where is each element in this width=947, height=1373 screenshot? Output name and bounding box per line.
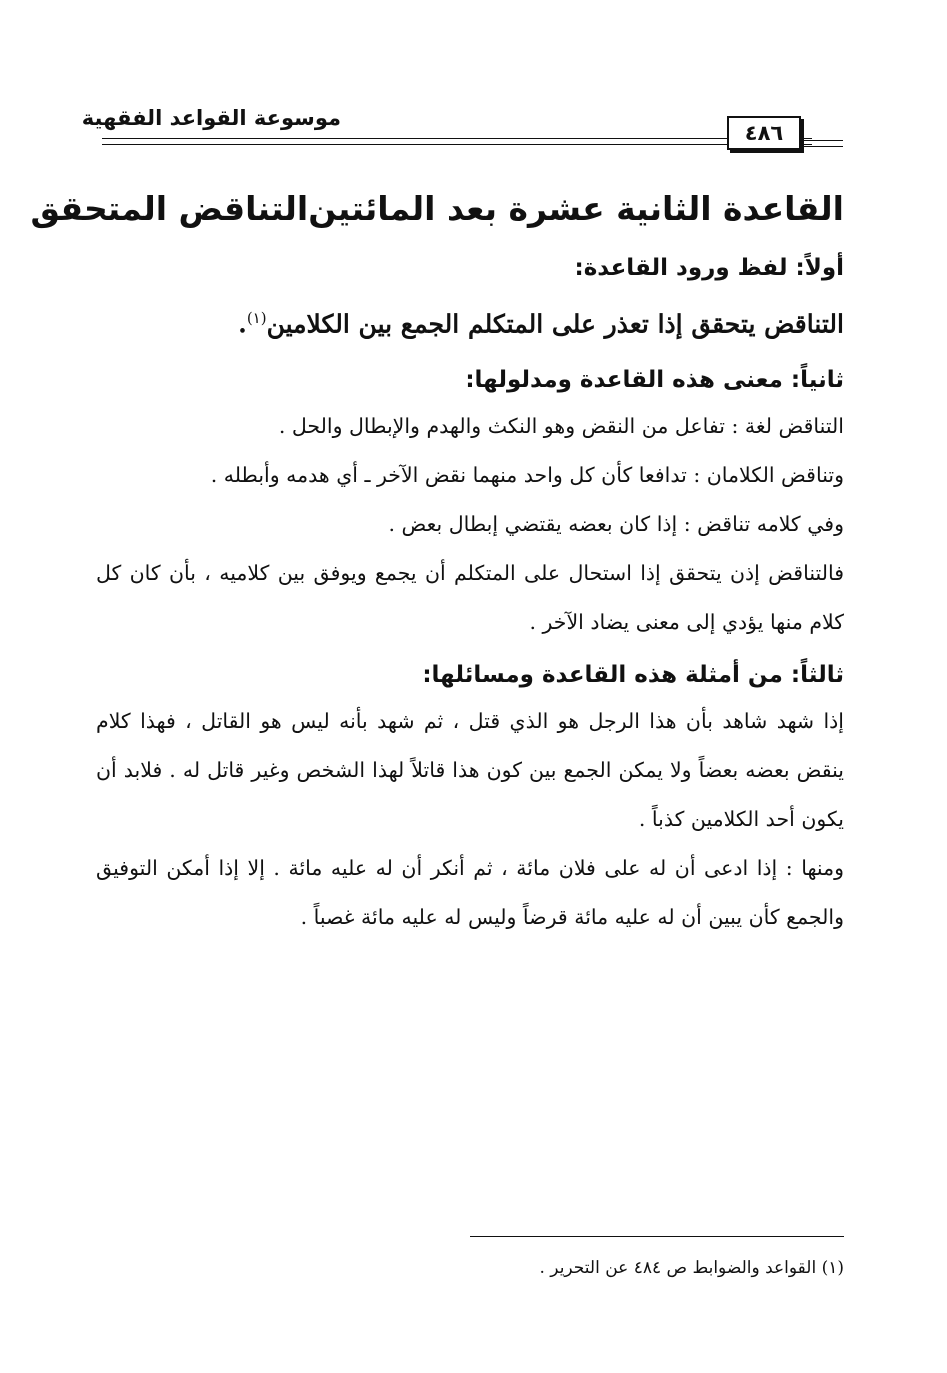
rule-statement	[96, 290, 844, 352]
footnote-marker: (١)	[246, 309, 267, 327]
section-heading-examples: ثالثاً: من أمثلة هذه القاعدة ومسائلها:	[422, 662, 844, 689]
footnote: (١) القواعد والضوابط ص ٤٨٤ عن التحرير .	[539, 1258, 844, 1278]
paragraph: فالتناقض إذن يتحقق إذا استحال على المتكلم أن يجمع ويوفق بين كلاميه ، بأن كان كل كلام منها يؤدي إلى معنى يضاد الآخر .	[96, 561, 844, 635]
page-number: ٤٨٦	[727, 116, 801, 150]
section-heading-wording: أولاً: لفظ ورود القاعدة:	[574, 255, 844, 281]
header-double-rule	[102, 138, 812, 145]
running-title: موسوعة القواعد الفقهية	[81, 106, 341, 130]
paragraph: وتناقض الكلامان : تدافعا كأن كل واحد منهما نقض الآخر ـ أي هدمه وأبطله .	[210, 463, 844, 488]
paragraph: وفي كلامه تناقض : إذا كان بعضه يقتضي إبطال بعض .	[388, 512, 844, 537]
footnote-separator	[470, 1236, 844, 1237]
statement-end: .	[238, 309, 247, 339]
rule-number: القاعدة الثانية عشرة بعد المائتين	[308, 189, 844, 228]
rule-name: التناقض المتحقق	[30, 189, 309, 228]
header-corner-rule	[803, 140, 843, 147]
section-heading-meaning: ثانياً: معنى هذه القاعدة ومدلولها:	[465, 367, 844, 394]
paragraph: ومنها : إذا ادعى أن له على فلان مائة ، ثم أنكر أن له عليه مائة . إلا إذا أمكن التوفيق والجمع كأن يبين أن له عليه مائة قرضاً وليس له عليه مائة غصباً .	[96, 856, 844, 930]
rule-statement-text: التناقض يتحقق إذا تعذر على المتكلم الجمع بين الكلامين	[266, 309, 844, 339]
paragraph: التناقض لغة : تفاعل من النقض وهو النكث والهدم والإبطال والحل .	[278, 414, 844, 439]
paragraph: إذا شهد شاهد بأن هذا الرجل هو الذي قتل ، ثم شهد بأنه ليس هو القاتل ، فهذا كلام ينقض بعضه بعضاً ولا يمكن الجمع بين كون هذا قاتلاً لهذا الشخص وغير قاتل له . فلابد أن يكون أحد الكلامين كذباً .	[96, 709, 844, 832]
main-text	[30, 178, 844, 942]
rule-title	[30, 178, 844, 240]
